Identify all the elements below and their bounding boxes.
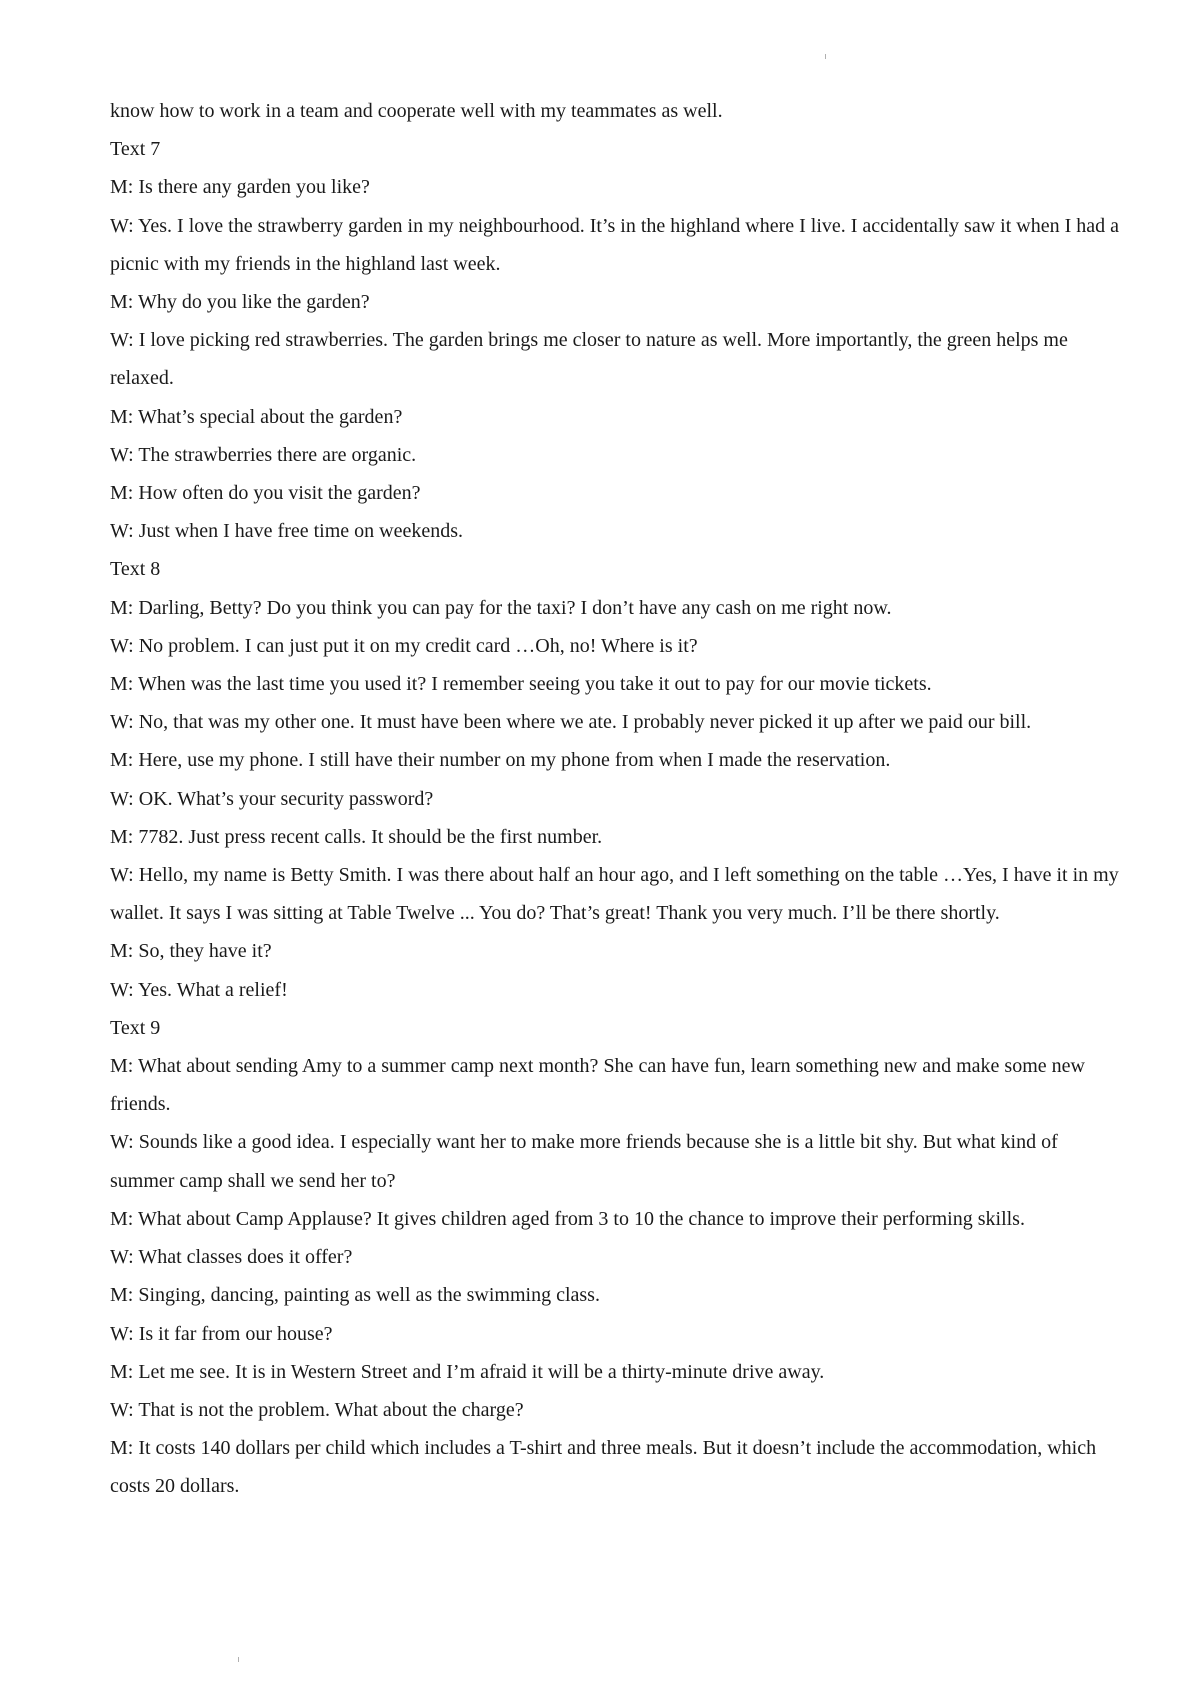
dialogue-line: W: That is not the problem. What about the charge?: [110, 1398, 524, 1421]
dialogue-line: M: How often do you visit the garden?: [110, 482, 421, 505]
dialogue-line: M: Why do you like the garden?: [110, 291, 370, 314]
dialogue-line: M: What about sending Amy to a summer camp next month? She can have fun, learn something new and make some new friends.: [110, 1055, 1085, 1116]
dialogue-line: W: Just when I have free time on weekends.: [110, 520, 464, 543]
dialogue-line: W: I love picking red strawberries. The garden brings me closer to nature as well. More importantly, the green helps me relaxed.: [110, 329, 1068, 390]
dialogue-line: W: No problem. I can just put it on my credit card …Oh, no! Where is it?: [110, 634, 698, 657]
dialogue-line: W: Yes. I love the strawberry garden in my neighbourhood. It’s in the highland where I live. I accidentally saw it when I had a picnic with my friends in the highland last week.: [110, 214, 1119, 275]
dialogue-line: M: It costs 140 dollars per child which includes a T-shirt and three meals. But it doesn’t include the accommodation, which costs 20 dollars.: [110, 1437, 1097, 1498]
section-heading-text-9: Text 9: [110, 1016, 161, 1039]
dialogue-line: W: Sounds like a good idea. I especially want her to make more friends because she is a little bit shy. But what kind of summer camp shall we send her to?: [110, 1131, 1058, 1192]
dialogue-line: W: Is it far from our house?: [110, 1322, 333, 1345]
dialogue-line: W: OK. What’s your security password?: [110, 787, 434, 810]
dialogue-line: M: What’s special about the garden?: [110, 405, 403, 428]
dialogue-line: W: No, that was my other one. It must have been where we ate. I probably never picked it up after we paid our bill.: [110, 711, 1032, 734]
section-heading-text-8: Text 8: [110, 558, 161, 581]
intro-line: know how to work in a team and cooperate well with my teammates as well.: [110, 100, 723, 122]
dialogue-line: W: The strawberries there are organic.: [110, 443, 417, 466]
dialogue-line: W: Yes. What a relief!: [110, 978, 288, 1001]
transcript-body: [110, 92, 1120, 1506]
dialogue-line: M: So, they have it?: [110, 940, 272, 963]
dialogue-line: M: When was the last time you used it? I remember seeing you take it out to pay for our movie tickets.: [110, 673, 932, 696]
dialogue-line: M: What about Camp Applause? It gives children aged from 3 to 10 the chance to improve their performing skills.: [110, 1207, 1025, 1230]
dialogue-line: M: 7782. Just press recent calls. It should be the first number.: [110, 825, 603, 848]
scan-mark-bottom: [238, 1657, 239, 1662]
scan-mark-top: [825, 54, 826, 59]
dialogue-line: W: Hello, my name is Betty Smith. I was there about half an hour ago, and I left something on the table …Yes, I have it in my wallet. It says I was sitting at Table Twelve ... You do? That’s great! Thank you very much. I’ll be there shortly.: [110, 864, 1119, 925]
dialogue-line: M: Is there any garden you like?: [110, 176, 370, 199]
section-heading-text-7: Text 7: [110, 138, 161, 161]
dialogue-line: M: Here, use my phone. I still have their number on my phone from when I made the reservation.: [110, 749, 891, 772]
dialogue-line: M: Let me see. It is in Western Street and I’m afraid it will be a thirty-minute drive away.: [110, 1360, 825, 1383]
dialogue-line: M: Darling, Betty? Do you think you can pay for the taxi? I don’t have any cash on me right now.: [110, 596, 892, 619]
dialogue-line: W: What classes does it offer?: [110, 1246, 353, 1269]
dialogue-line: M: Singing, dancing, painting as well as the swimming class.: [110, 1284, 600, 1307]
